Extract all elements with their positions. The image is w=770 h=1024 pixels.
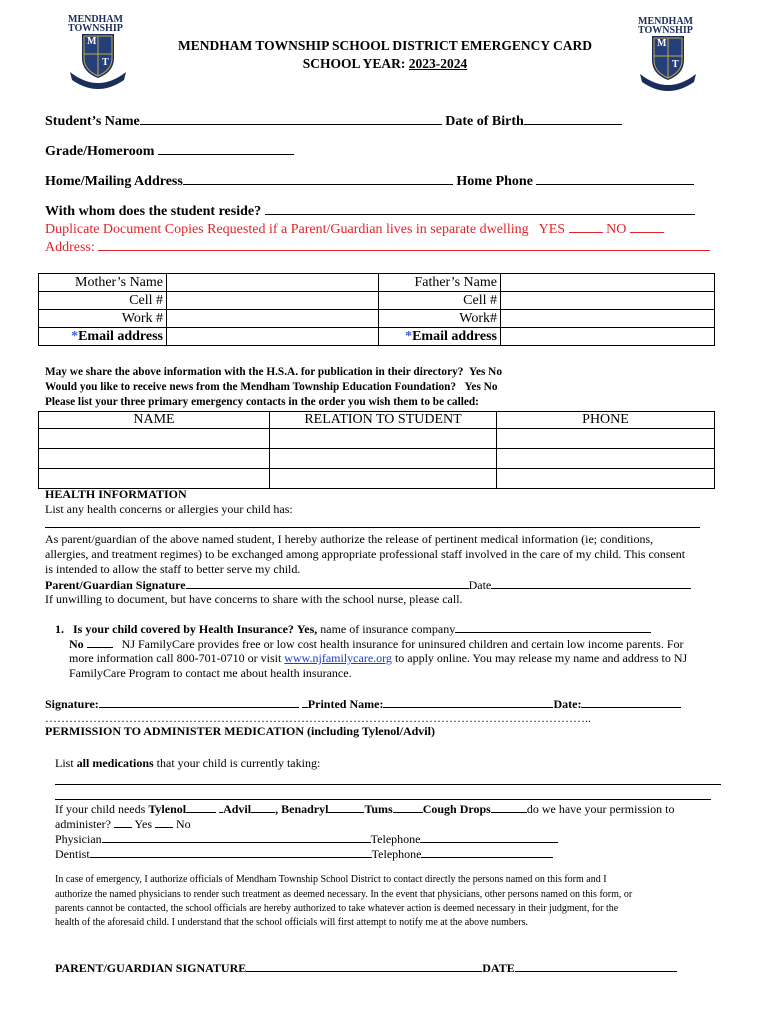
final-date-label: DATE [482, 961, 515, 975]
contact-relation-cell[interactable] [270, 449, 497, 469]
home-phone-label: Home Phone [456, 174, 533, 189]
health-heading: HEALTH INFORMATION [45, 487, 187, 501]
mother-email-label-cell [39, 328, 167, 346]
dentist-telephone-field[interactable] [421, 846, 553, 858]
duplicate-yes-field[interactable] [569, 220, 603, 233]
dentist-field[interactable] [90, 846, 372, 858]
tums-label: Tums [364, 802, 393, 816]
permission-text: do we have your permission to [526, 802, 675, 816]
list-bold: all medications [76, 756, 154, 770]
insurance-sig-field[interactable] [99, 696, 299, 708]
father-cell-cell[interactable] [501, 292, 715, 310]
mother-name-label: Mother’s Name [39, 274, 167, 292]
school-year-label: SCHOOL YEAR: [302, 56, 409, 71]
physician-telephone-field[interactable] [420, 831, 558, 843]
logo-text-top: MENDHAM [68, 14, 123, 25]
insurance-printed-label: Printed Name: [307, 697, 384, 711]
contact-relation-cell[interactable] [270, 429, 497, 449]
mother-email-label: Email address [78, 328, 163, 344]
logo-initial-t: T [672, 59, 679, 70]
advil-field[interactable] [251, 801, 275, 813]
emergency-line-1: In case of emergency, I authorize officials of Mendham Township School District to contact directly the persons named on this form and I [55, 874, 607, 885]
table-row [39, 274, 715, 292]
insurance-no-field[interactable] [87, 636, 113, 648]
home-phone-field[interactable] [536, 172, 694, 185]
duplicate-no[interactable]: NO [606, 222, 627, 237]
student-name-field[interactable] [140, 112, 442, 125]
address2-row [45, 238, 710, 256]
unwilling-note: If unwilling to document, but have concerns to share with the school nurse, please call. [45, 592, 463, 606]
table-header-row [39, 412, 715, 429]
insurance-company-field[interactable] [455, 621, 651, 633]
njfc-line-2-prefix: more information call 800-701-0710 or visit [69, 651, 285, 665]
logo-text-bottom: TOWNSHIP [68, 23, 123, 34]
insurance-no-row [69, 636, 684, 652]
father-work-label: Work# [379, 310, 501, 328]
table-row [39, 310, 715, 328]
administer-no[interactable]: No [176, 817, 191, 831]
dob-field[interactable] [524, 112, 622, 125]
final-signature-row [55, 960, 677, 976]
list-suffix: that your child is currently taking: [153, 756, 321, 770]
physician-telephone-label: Telephone [370, 832, 421, 846]
asterisk: * [405, 328, 413, 344]
contact-phone-cell[interactable] [497, 449, 715, 469]
insurance-question: Is your child covered by Health Insurance? [73, 622, 294, 636]
benadryl-label: , Benadryl [275, 802, 329, 816]
emergency-line-4: health of the aforesaid child. I understand that the school officials will first attempt to notify me at the above numbers. [55, 917, 529, 928]
medication-line-2[interactable] [55, 799, 711, 800]
contact-relation-cell[interactable] [270, 469, 497, 489]
mother-name-cell[interactable] [167, 274, 379, 292]
grade-row [45, 142, 294, 160]
insurance-date-field[interactable] [581, 696, 681, 708]
njfc-line-1: NJ FamilyCare provides free or low cost health insurance for uninsured children and certain low income parents. For [121, 637, 684, 651]
health-sig-field[interactable] [186, 577, 469, 589]
contact-name-cell[interactable] [39, 429, 270, 449]
duplicate-yes[interactable]: YES [538, 222, 566, 237]
hsa-options[interactable]: Yes No [469, 366, 502, 378]
contact-name-cell[interactable] [39, 469, 270, 489]
foundation-question [45, 381, 497, 393]
health-sig-label: Parent/Guardian Signature [45, 578, 186, 592]
physician-label: Physician [55, 832, 102, 846]
foundation-options[interactable]: Yes No [464, 381, 498, 393]
contact-name-cell[interactable] [39, 449, 270, 469]
grade-field[interactable] [158, 142, 294, 155]
logo-text-bottom: TOWNSHIP [638, 25, 693, 36]
medication-list-label [55, 756, 320, 771]
mother-cell-label: Cell # [39, 292, 167, 310]
administer-yes-field[interactable] [114, 816, 132, 828]
physician-row [55, 831, 558, 847]
col-name-header: NAME [39, 412, 270, 429]
health-date-label: Date [468, 578, 492, 592]
health-date-field[interactable] [491, 577, 691, 589]
consent-line-2: allergies, and treatment regimes) to be exchanged among appropriate professional staff involved in the care of my child. This consent [45, 547, 686, 561]
mother-work-cell[interactable] [167, 310, 379, 328]
contact-phone-cell[interactable] [497, 469, 715, 489]
tylenol-field[interactable] [186, 801, 216, 813]
medication-line-1[interactable] [55, 784, 721, 785]
administer-label: administer? [55, 817, 111, 831]
njfc-link[interactable]: www.njfamilycare.org [284, 651, 392, 665]
health-concerns-label: List any health concerns or allergies your child has: [45, 502, 293, 516]
insurance-yes[interactable]: Yes, [296, 622, 318, 636]
father-email-label: Email address [412, 328, 497, 344]
mother-cell-cell[interactable] [167, 292, 379, 310]
address-label: Home/Mailing Address [45, 174, 183, 189]
physician-field[interactable] [102, 831, 371, 843]
logo-initial-m: M [87, 36, 97, 47]
njfc-line-2-suffix: to apply online. You may release my name and address to NJ [391, 651, 688, 665]
list-prefix: List [55, 756, 77, 770]
administer-no-field[interactable] [155, 816, 173, 828]
insurance-no[interactable]: No [69, 637, 84, 651]
address-row [45, 172, 694, 190]
cough-drops-label: Cough Drops [422, 802, 491, 816]
dentist-row [55, 846, 553, 862]
dob-label: Date of Birth [445, 114, 524, 129]
hsa-text: May we share the above information with the H.S.A. for publication in their directory? [45, 366, 464, 378]
father-cell-label: Cell # [379, 292, 501, 310]
contact-phone-cell[interactable] [497, 429, 715, 449]
final-date-field[interactable] [515, 960, 677, 972]
student-name-label: Student’s Name [45, 114, 140, 129]
insurance-date-label: Date: [553, 697, 582, 711]
consent-line-3: is intended to allow the staff to better serve my child. [45, 562, 301, 576]
duplicate-row [45, 220, 664, 238]
cough-drops-field[interactable] [491, 801, 527, 813]
dentist-telephone-label: Telephone [371, 847, 422, 861]
parents-table [38, 273, 715, 346]
insurance-question-row [55, 621, 651, 637]
logo-text-top: MENDHAM [638, 16, 693, 27]
form-title: MENDHAM TOWNSHIP SCHOOL DISTRICT EMERGENCY CARD [178, 38, 592, 53]
address-field[interactable] [183, 172, 453, 185]
asterisk: * [71, 328, 79, 344]
table-row [39, 469, 715, 489]
col-phone-header: PHONE [497, 412, 715, 429]
final-sig-label: PARENT/GUARDIAN SIGNATURE [55, 961, 247, 975]
tums-field[interactable] [393, 801, 423, 813]
contacts-table [38, 411, 715, 489]
insurance-company-label: name of insurance company [320, 622, 456, 636]
emergency-line-3: parents cannot be contacted, the school officials are hereby authorized to take whatever action is deemed necessary in their judgment, for the [55, 903, 619, 914]
father-name-label: Father’s Name [379, 274, 501, 292]
table-row [39, 449, 715, 469]
medication-heading: PERMISSION TO ADMINISTER MEDICATION (including Tylenol/Advil) [45, 724, 435, 738]
address2-label: Address: [45, 240, 95, 255]
mother-email-cell[interactable] [167, 328, 379, 346]
address2-field[interactable] [98, 238, 710, 251]
hsa-question [45, 366, 502, 378]
otc-prefix: If your child needs [55, 802, 149, 816]
duplicate-no-field[interactable] [630, 220, 664, 233]
njfc-line-3: FamilyCare Program to contact me about health insurance. [69, 666, 352, 680]
logo-initial-t: T [102, 57, 109, 68]
contacts-intro: Please list your three primary emergency contacts in the order you wish them to be called: [45, 396, 479, 408]
benadryl-field[interactable] [328, 801, 364, 813]
otc-row [55, 801, 674, 817]
dotted-separator: ……………………………………………………………………………………………………………………….. [45, 711, 591, 725]
insurance-signature-row [45, 696, 681, 712]
advil-label: Advil [223, 802, 252, 816]
health-signature-row [45, 577, 691, 593]
school-year [0, 56, 770, 72]
final-sig-field[interactable] [246, 960, 482, 972]
school-year-value: 2023-2024 [408, 56, 468, 71]
reside-label: With whom does the student reside? [45, 204, 262, 219]
father-work-cell[interactable] [501, 310, 715, 328]
insurance-sig-label: Signature: [45, 697, 99, 711]
reside-field[interactable] [265, 202, 695, 215]
administer-yes[interactable]: Yes [134, 817, 153, 831]
student-name-row [45, 112, 622, 130]
njfc-line-2 [69, 651, 687, 666]
logo-initial-m: M [657, 38, 667, 49]
table-row [39, 292, 715, 310]
duplicate-label: Duplicate Document Copies Requested if a Parent/Guardian lives in separate dwelling [45, 222, 529, 237]
col-relation-header: RELATION TO STUDENT [270, 412, 497, 429]
mother-work-label: Work # [39, 310, 167, 328]
dentist-label: Dentist [55, 847, 90, 861]
health-concerns-line[interactable] [45, 527, 700, 528]
table-row [39, 328, 715, 346]
father-email-label-cell [379, 328, 501, 346]
insurance-printed-field[interactable] [383, 696, 553, 708]
administer-row [55, 816, 191, 832]
emergency-line-2: authorize the named physicians to render such treatment as deemed necessary. In the event that physicians, other persons named on this form, or [55, 889, 633, 900]
tylenol-label: Tylenol [148, 802, 187, 816]
table-row [39, 429, 715, 449]
foundation-text: Would you like to receive news from the Mendham Township Education Foundation? [45, 381, 457, 393]
insurance-number: 1. [55, 622, 64, 636]
reside-row [45, 202, 695, 220]
grade-label: Grade/Homeroom [45, 144, 155, 159]
consent-line-1: As parent/guardian of the above named student, I hereby authorize the release of pertinent medical information (ie; conditions, [45, 532, 654, 546]
father-name-cell[interactable] [501, 274, 715, 292]
father-email-cell[interactable] [501, 328, 715, 346]
